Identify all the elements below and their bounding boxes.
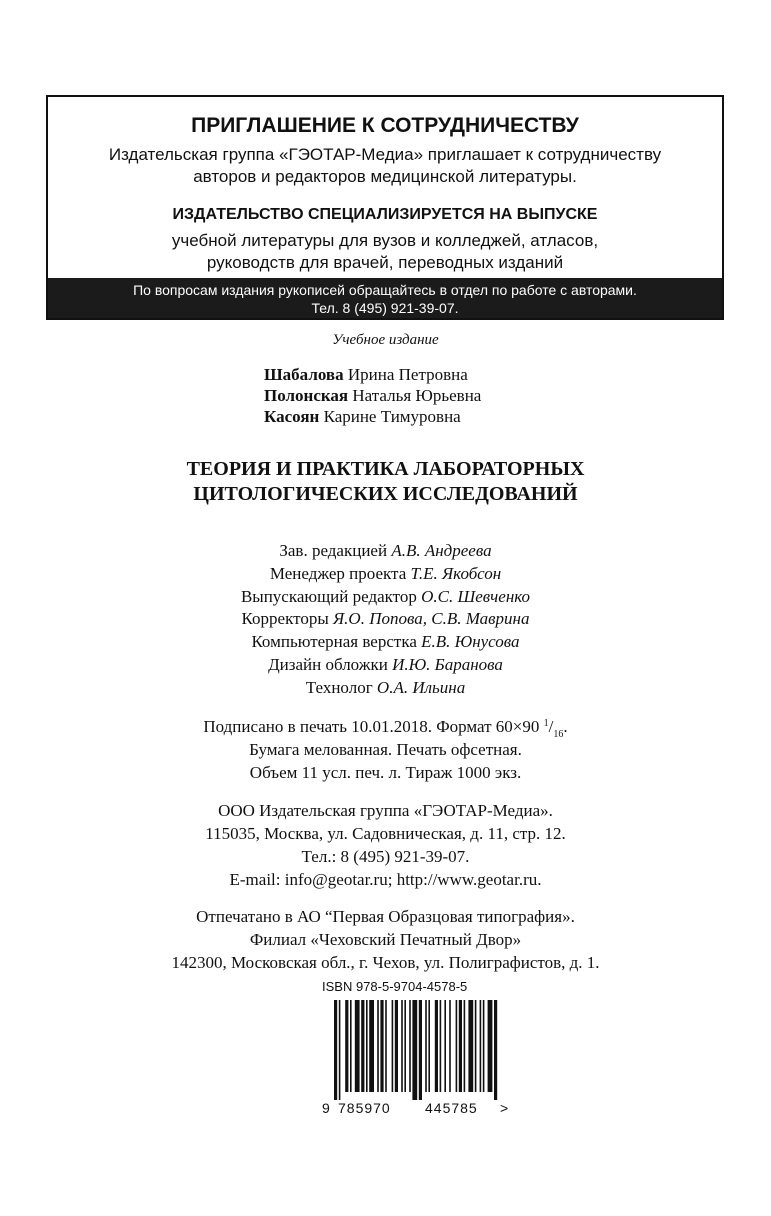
authors-list (264, 364, 481, 427)
printer-line: Филиал «Чеховский Печатный Двор» (249, 930, 522, 949)
author-surname: Шабалова (264, 365, 344, 384)
author-surname: Полонская (264, 386, 349, 405)
staff-person: Я.О. Попова, С.В. Маврина (333, 609, 530, 628)
contact-bar (48, 278, 722, 318)
edition-type: Учебное издание (332, 332, 439, 348)
publisher-line: 115035, Москва, ул. Садовническая, д. 11, стр. 12. (205, 824, 566, 843)
author-name: Ирина Петровна (347, 365, 468, 384)
print-format-end: . (563, 717, 568, 736)
barcode-digits-left: 785970 (338, 1100, 391, 1116)
author (264, 385, 481, 406)
staff-role: Выпускающий редактор (240, 587, 417, 606)
invitation-line: авторов и редакторов медицинской литературы. (193, 167, 577, 186)
staff-person: Е.В. Юнусова (421, 632, 520, 651)
invitation-box (46, 95, 724, 320)
author-surname: Касоян (264, 407, 320, 426)
staff-line (0, 586, 771, 609)
staff-person: Т.Е. Якобсон (410, 564, 502, 583)
staff-person: А.В. Андреева (391, 541, 492, 560)
barcode-digits (322, 1100, 512, 1120)
isbn-label: ISBN 978-5-9704-4578-5 (322, 979, 468, 994)
publisher-line: E-mail: info@geotar.ru; http://www.geotar.ru. (229, 870, 542, 889)
fraction-slash: / (548, 717, 554, 736)
invitation-subtitle: ИЗДАТЕЛЬСТВО СПЕЦИАЛИЗИРУЕТСЯ НА ВЫПУСКЕ (172, 206, 598, 223)
invitation-line: учебной литературы для вузов и колледжей, атласов, (171, 231, 599, 250)
staff-role: Менеджер проекта (269, 564, 407, 583)
print-format-text: Подписано в печать 10.01.2018. Формат 60×90 (203, 717, 540, 736)
barcode-digits-right: 445785 (425, 1100, 478, 1116)
staff-line (0, 631, 771, 654)
author-name: Карине Тимуровна (323, 407, 461, 426)
staff-line (0, 540, 771, 563)
fraction-numerator: 1 (543, 718, 549, 729)
invitation-line: Издательская группа «ГЭОТАР-Медиа» приглашает к сотрудничеству (108, 145, 662, 164)
staff-line (0, 677, 771, 700)
fraction-denominator: 16 (553, 729, 564, 740)
author-name: Наталья Юрьевна (352, 386, 482, 405)
barcode (322, 1000, 510, 1100)
invitation-title: ПРИГЛАШЕНИЕ К СОТРУДНИЧЕСТВУ (191, 114, 579, 137)
printer-line: Отпечатано в АО “Первая Образцовая типография». (196, 907, 575, 926)
invitation-line: руководств для врачей, переводных изданий (206, 253, 564, 272)
staff-line (0, 654, 771, 677)
staff-person: И.Ю. Баранова (392, 655, 503, 674)
staff-role: Компьютерная верстка (251, 632, 417, 651)
contact-phone: Тел. 8 (495) 921-39-07. (311, 300, 459, 316)
publisher-line: Тел.: 8 (495) 921-39-07. (301, 847, 470, 866)
book-title-line: ЦИТОЛОГИЧЕСКИХ ИССЛЕДОВАНИЙ (193, 483, 578, 505)
printer-line: 142300, Московская обл., г. Чехов, ул. Полиграфистов, д. 1. (171, 953, 600, 972)
staff-person: О.А. Ильина (376, 678, 466, 697)
print-volume-line: Объем 11 усл. печ. л. Тираж 1000 экз. (249, 763, 522, 782)
staff-line (0, 563, 771, 586)
contact-line: По вопросам издания рукописей обращайтесь в отдел по работе с авторами. (133, 282, 637, 298)
barcode-digit-first: 9 (322, 1100, 331, 1116)
book-title-line: ТЕОРИЯ И ПРАКТИКА ЛАБОРАТОРНЫХ (186, 458, 585, 480)
print-paper-line: Бумага мелованная. Печать офсетная. (249, 740, 522, 759)
author (264, 406, 481, 427)
publisher-line: ООО Издательская группа «ГЭОТАР-Медиа». (218, 801, 553, 820)
staff-person: О.С. Шевченко (421, 587, 531, 606)
staff-role: Дизайн обложки (268, 655, 388, 674)
staff-role: Технолог (305, 678, 373, 697)
barcode-end-mark: > (500, 1100, 510, 1116)
staff-role: Корректоры (241, 609, 329, 628)
staff-role: Зав. редакцией (279, 541, 388, 560)
author (264, 364, 481, 385)
staff-line (0, 608, 771, 631)
